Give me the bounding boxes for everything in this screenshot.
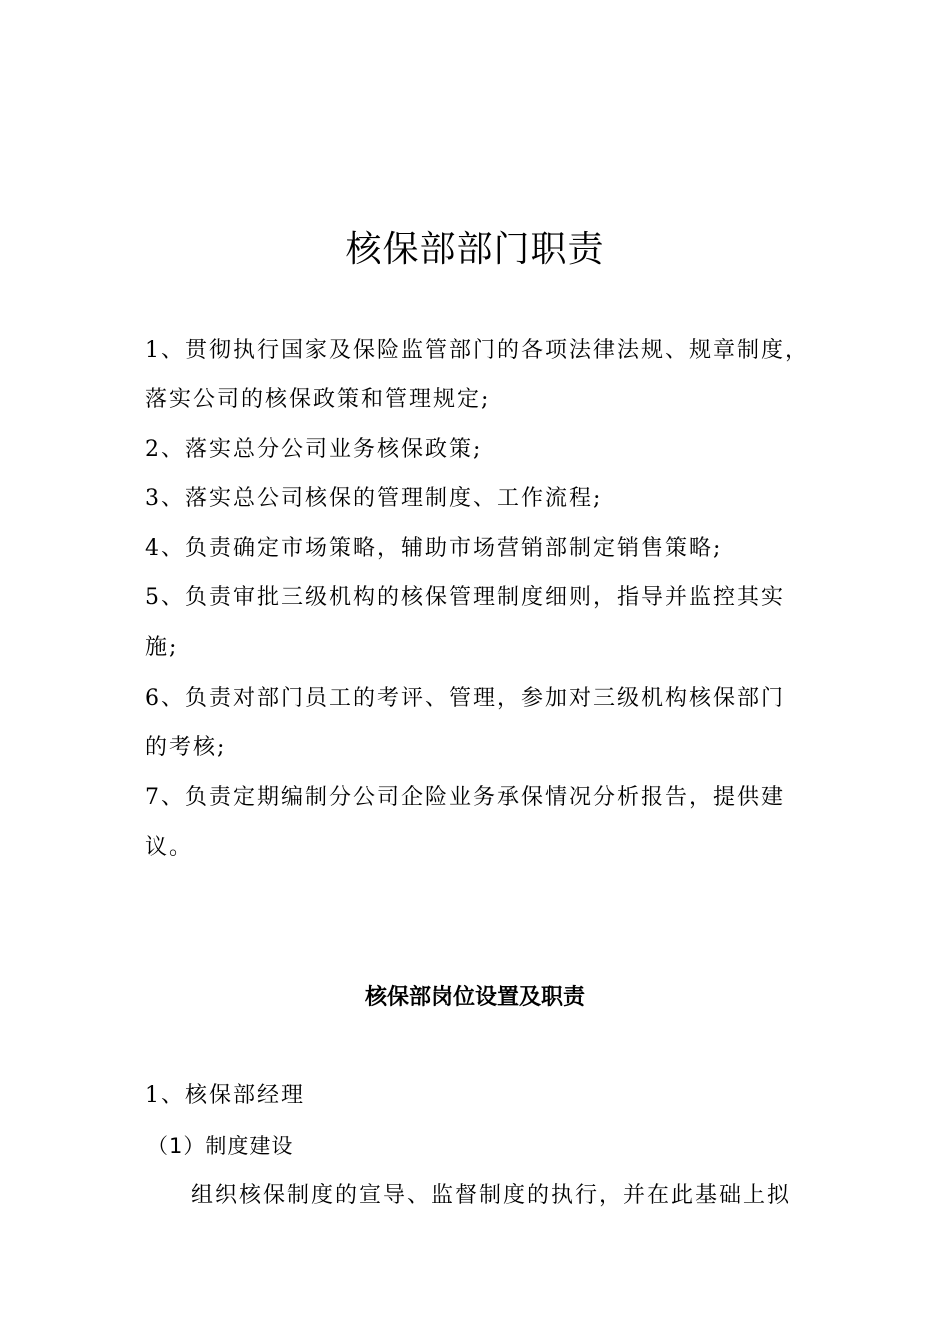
duty-line: 7、负责定期编制分公司企险业务承保情况分析报告，提供建 (145, 785, 785, 810)
duty-line: 4、负责确定市场策略，辅助市场营销部制定销售策略; (145, 536, 723, 561)
sub-heading: （1）制度建设 (147, 1134, 294, 1158)
duty-line: 6、负责对部门员工的考评、管理，参加对三级机构核保部门 (145, 686, 785, 711)
duty-line: 落实公司的核保政策和管理规定; (145, 387, 491, 412)
position-heading: 1、核保部经理 (145, 1083, 305, 1108)
page-title: 核保部部门职责 (345, 229, 605, 270)
duty-line: 的考核; (145, 735, 227, 760)
duty-line: 5、负责审批三级机构的核保管理制度细则，指导并监控其实 (145, 585, 785, 610)
duty-line: 1、贯彻执行国家及保险监管部门的各项法律法规、规章制度， (145, 338, 809, 363)
duty-line: 2、落实总分公司业务核保政策; (145, 437, 483, 462)
section-title: 核保部岗位设置及职责 (364, 984, 585, 1010)
duty-line: 施; (145, 635, 179, 660)
paragraph-text: 组织核保制度的宣导、监督制度的执行，并在此基础上拟 (191, 1183, 792, 1208)
duty-line: 3、落实总公司核保的管理制度、工作流程; (145, 486, 603, 511)
duty-line: 议。 (145, 835, 194, 860)
